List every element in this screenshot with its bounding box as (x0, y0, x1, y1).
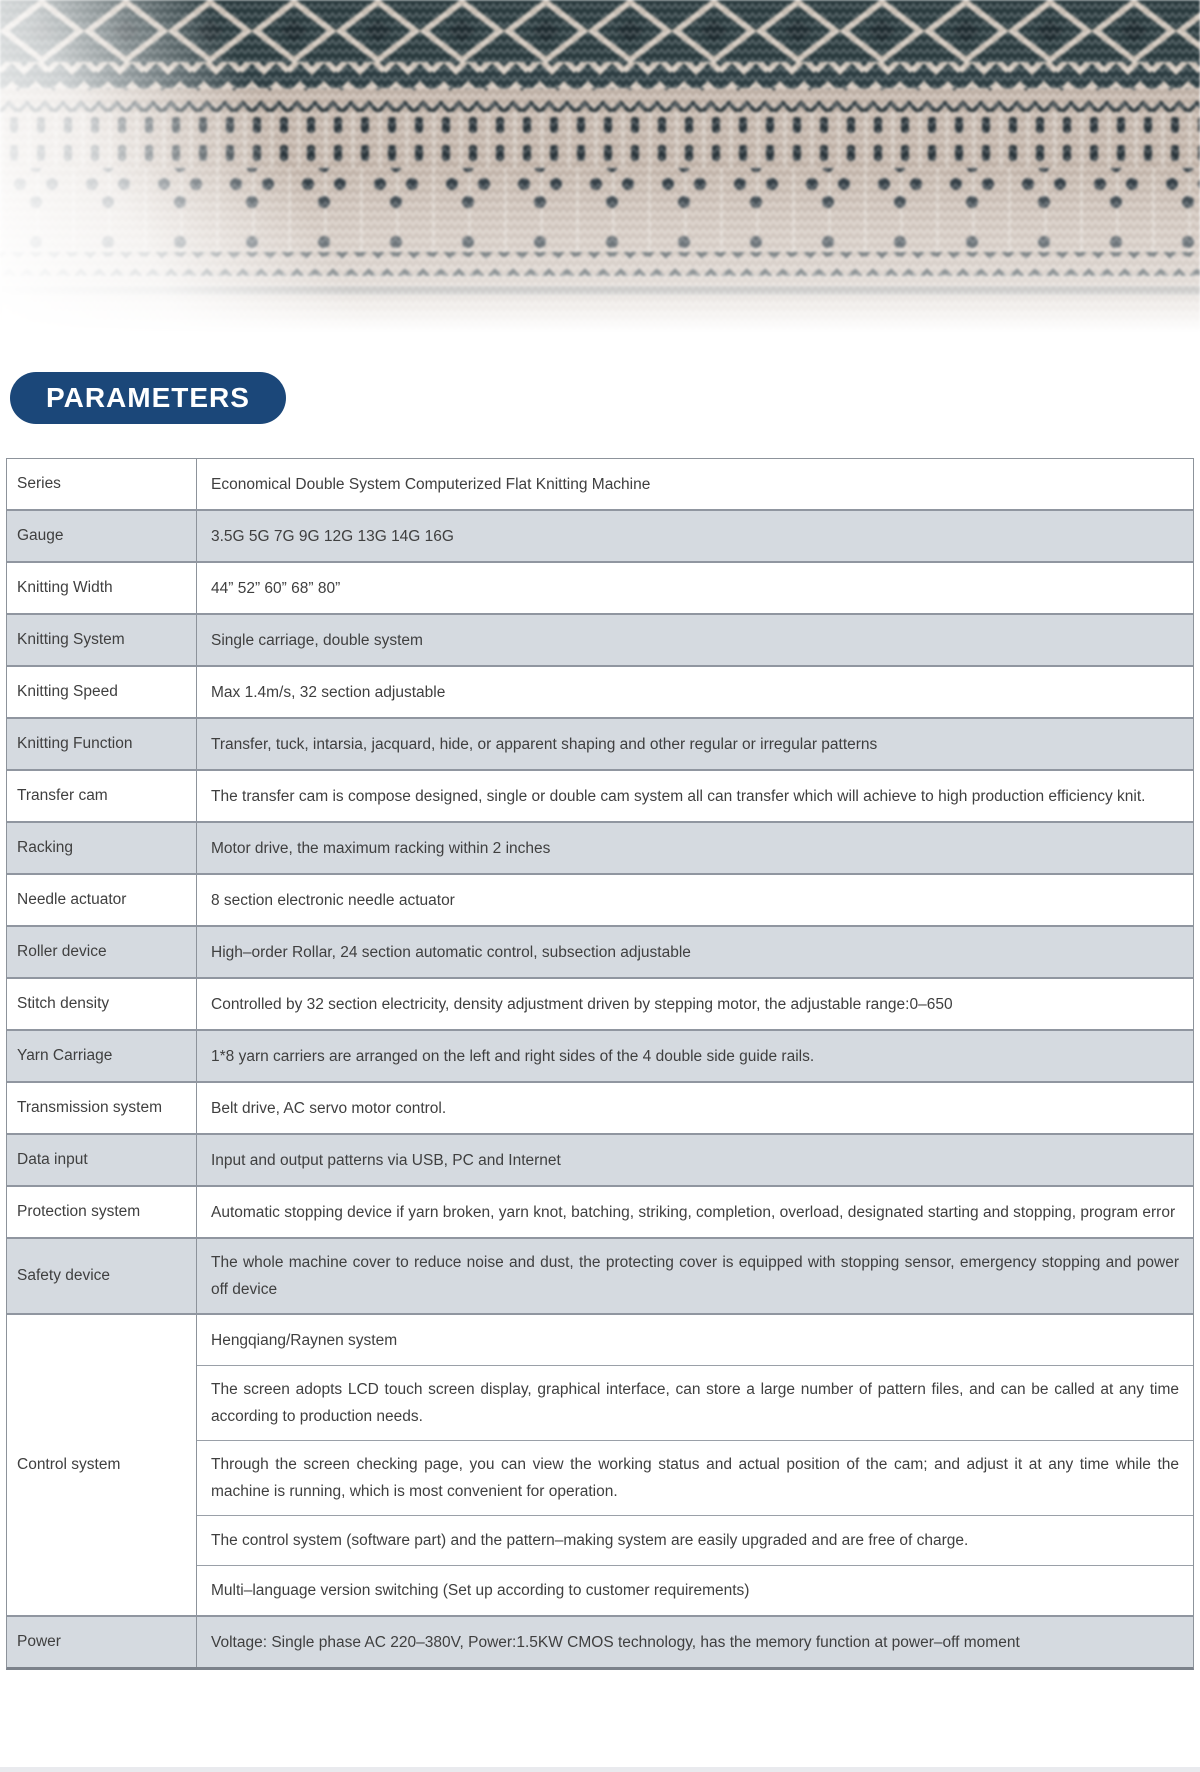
table-row (7, 1615, 1193, 1667)
table-row (7, 1029, 1193, 1081)
table-row (7, 873, 1193, 925)
row-label: Series (7, 459, 197, 509)
row-label: Gauge (7, 511, 197, 561)
row-label: Safety device (7, 1239, 197, 1313)
row-label: Transmission system (7, 1083, 197, 1133)
row-value-group (197, 1315, 1193, 1615)
row-label: Yarn Carriage (7, 1031, 197, 1081)
control-system-sub-row: Multi–language version switching (Set up according to customer requirements) (197, 1565, 1193, 1615)
row-label: Protection system (7, 1187, 197, 1237)
table-row (7, 925, 1193, 977)
row-value: Voltage: Single phase AC 220–380V, Power:1.5KW CMOS technology, has the memory function at power–off moment (211, 1633, 1020, 1651)
table-row (7, 1133, 1193, 1185)
row-value: Motor drive, the maximum racking within 2 inches (211, 839, 551, 857)
row-value: 3.5G 5G 7G 9G 12G 13G 14G 16G (211, 527, 454, 545)
row-label: Needle actuator (7, 875, 197, 925)
table-row (7, 717, 1193, 769)
row-label: Power (7, 1617, 197, 1667)
row-label: Knitting System (7, 615, 197, 665)
row-value: High–order Rollar, 24 section automatic control, subsection adjustable (211, 943, 691, 961)
row-value: Belt drive, AC servo motor control. (211, 1099, 447, 1117)
table-row (7, 459, 1193, 509)
row-value: Single carriage, double system (211, 631, 423, 649)
table-row (7, 821, 1193, 873)
table-row (7, 665, 1193, 717)
row-label: Knitting Function (7, 719, 197, 769)
row-value: Transfer, tuck, intarsia, jacquard, hide, or apparent shaping and other regular or irregular patterns (211, 735, 878, 753)
control-system-sub-row: The control system (software part) and the pattern–making system are easily upgraded and are free of charge. (197, 1515, 1193, 1565)
row-label: Control system (7, 1315, 197, 1615)
table-row (7, 509, 1193, 561)
table-row (7, 561, 1193, 613)
parameters-section-badge (10, 372, 286, 424)
row-label: Knitting Speed (7, 667, 197, 717)
parameters-section-label: PARAMETERS (46, 382, 250, 413)
table-row (7, 1237, 1193, 1313)
control-system-sub-row: Hengqiang/Raynen system (211, 1331, 398, 1349)
row-value: Automatic stopping device if yarn broken, yarn knot, batching, striking, completion, overload, designated starting and stopping, program error (211, 1203, 1176, 1221)
hero-fabric-image (0, 0, 1200, 332)
row-value: Economical Double System Computerized Flat Knitting Machine (211, 475, 651, 493)
table-row (7, 613, 1193, 665)
table-row (7, 769, 1193, 821)
table-row (7, 1185, 1193, 1237)
row-value: The whole machine cover to reduce noise and dust, the protecting cover is equipped with stopping sensor, emergency stopping and power off device (211, 1254, 1179, 1298)
row-value: The transfer cam is compose designed, single or double cam system all can transfer which will achieve to high production efficiency knit. (211, 787, 1146, 805)
row-value: 1*8 yarn carriers are arranged on the left and right sides of the 4 double side guide rails. (211, 1047, 815, 1065)
row-label: Knitting Width (7, 563, 197, 613)
row-value: 44” 52” 60” 68” 80” (211, 579, 341, 597)
control-system-sub-row: Through the screen checking page, you can view the working status and actual position of the cam; and adjust it at any time while the machine is running, which is most convenient for operation. (197, 1440, 1193, 1515)
page-bottom-divider (0, 1767, 1200, 1772)
row-label: Racking (7, 823, 197, 873)
control-system-sub-row: The screen adopts LCD touch screen display, graphical interface, can store a large number of pattern files, and can be called at any time according to production needs. (197, 1365, 1193, 1440)
table-row-control-system (7, 1313, 1193, 1615)
row-label: Data input (7, 1135, 197, 1185)
row-value: Max 1.4m/s, 32 section adjustable (211, 683, 446, 701)
row-label: Transfer cam (7, 771, 197, 821)
row-value: 8 section electronic needle actuator (211, 891, 455, 909)
row-label: Stitch density (7, 979, 197, 1029)
specifications-table (6, 458, 1194, 1670)
row-value: Controlled by 32 section electricity, density adjustment driven by stepping motor, the adjustable range:0–650 (211, 995, 953, 1013)
row-value: Input and output patterns via USB, PC and Internet (211, 1151, 561, 1169)
table-row (7, 977, 1193, 1029)
row-label: Roller device (7, 927, 197, 977)
table-row (7, 1081, 1193, 1133)
